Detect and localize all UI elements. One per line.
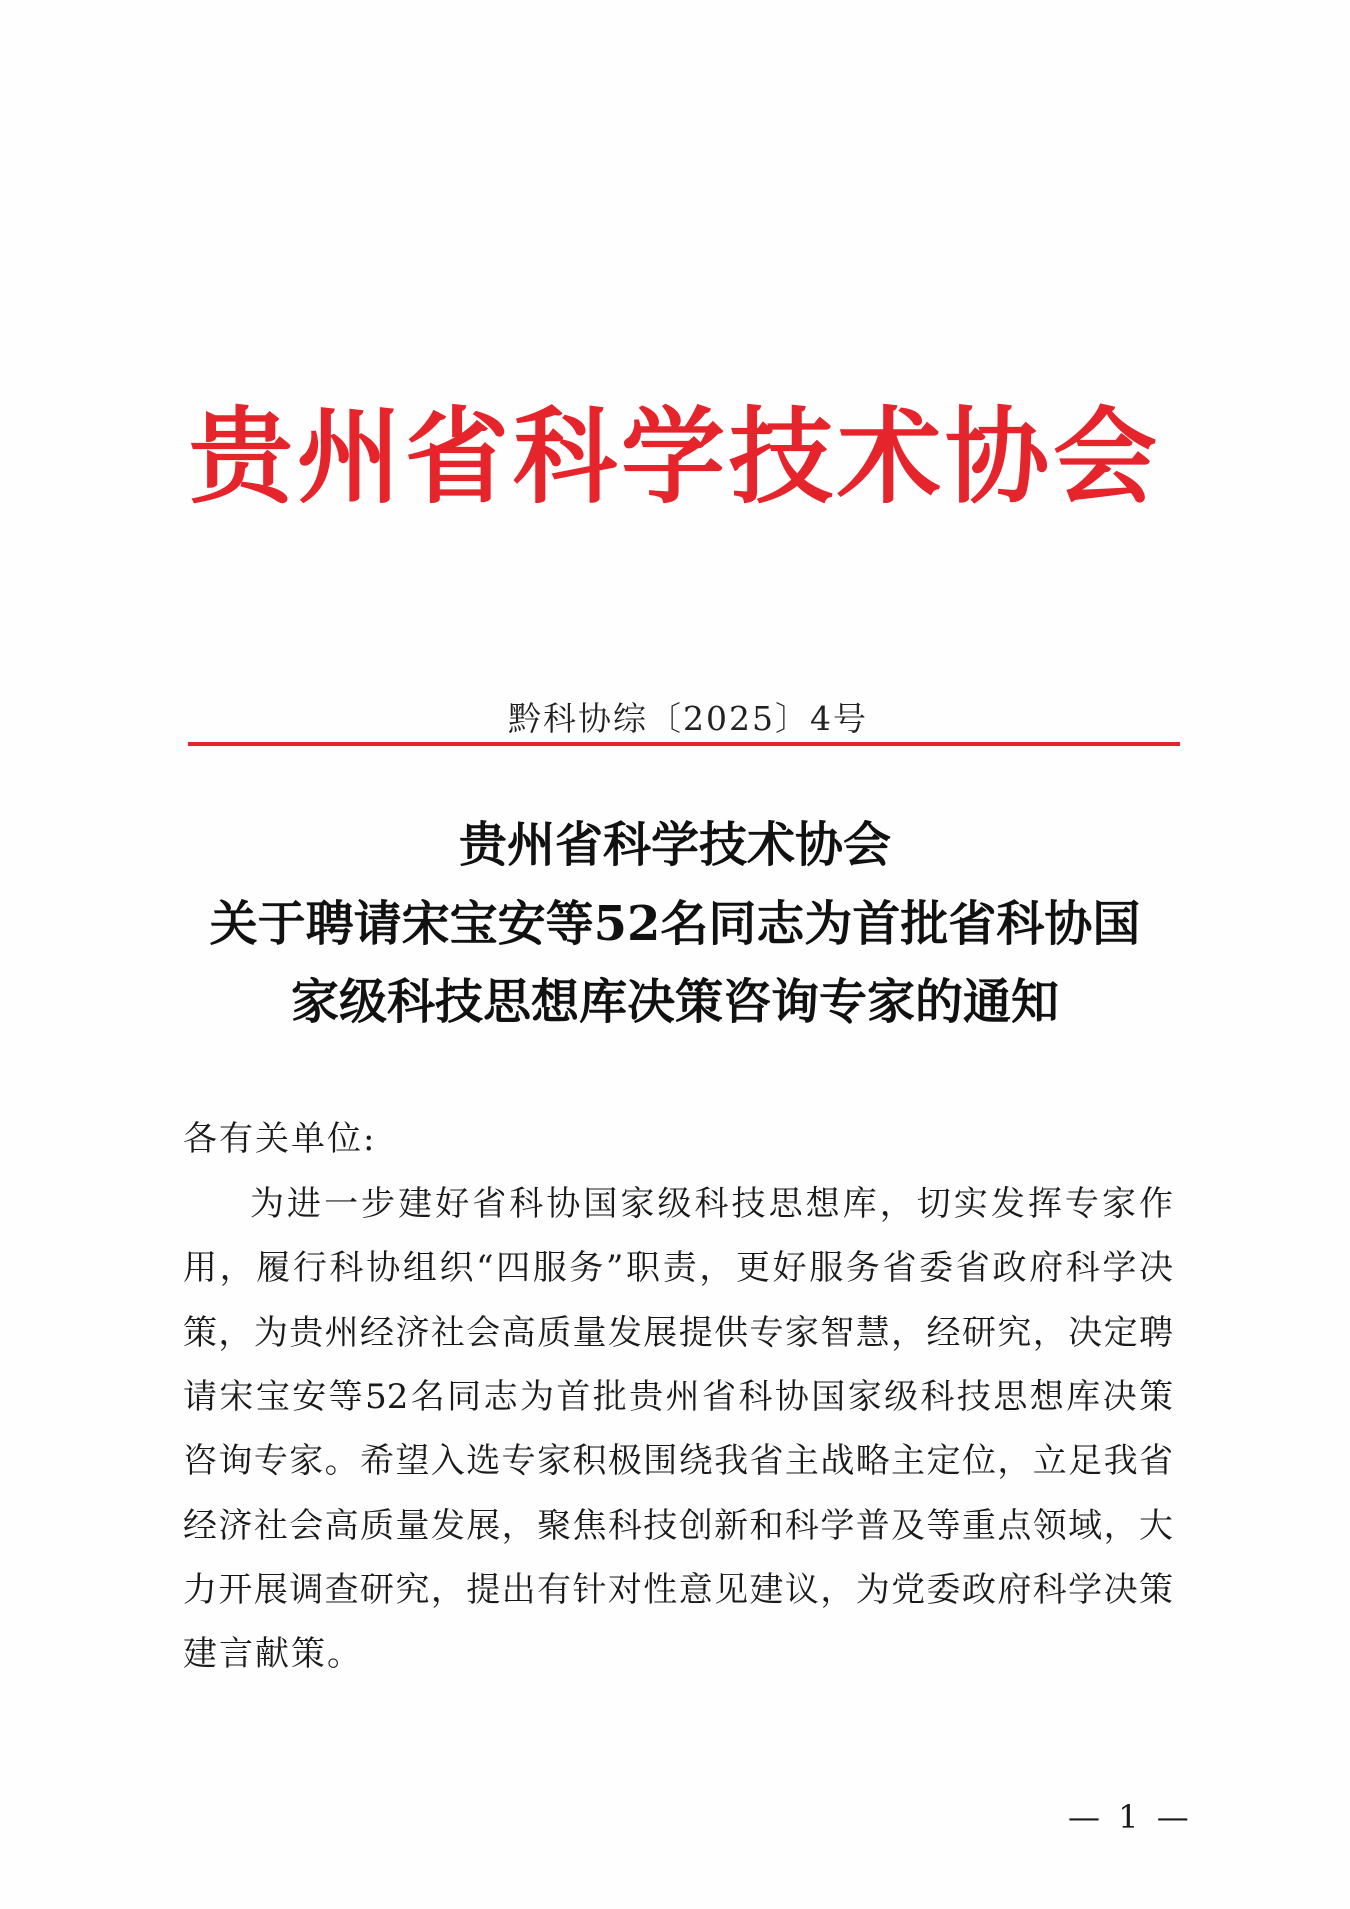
notice-title-line-2: 关于聘请宋宝安等52名同志为首批省科协国 [209, 896, 1141, 952]
page-number: — 1 — [1068, 1798, 1193, 1836]
notice-title-line-3: 家级科技思想库决策咨询专家的通知 [290, 974, 1059, 1030]
body-line-8: 建言献策。 [183, 1634, 363, 1674]
body-line-1: 为进一步建好省科协国家级科技思想库，切实发挥专家作 [250, 1184, 1173, 1224]
body-line-6: 经济社会高质量发展，聚焦科技创新和科学普及等重点领域，大 [183, 1506, 1173, 1546]
salutation: 各有关单位: [183, 1119, 377, 1159]
red-divider-line [188, 742, 1180, 746]
body-line-4: 请宋宝安等52名同志为首批贵州省科协国家级科技思想库决策 [183, 1377, 1173, 1417]
notice-title-line-1: 贵州省科学技术协会 [458, 817, 891, 873]
body-line-3: 策，为贵州经济社会高质量发展提供专家智慧，经研究，决定聘 [183, 1313, 1173, 1353]
body-line-5: 咨询专家。希望入选专家积极围绕我省主战略主定位，立足我省 [183, 1441, 1173, 1481]
letterhead-title: 贵州省科学技术协会 [188, 396, 1161, 518]
document-number: 黔科协综〔2025〕4号 [508, 699, 868, 738]
body-line-7: 力开展调查研究，提出有针对性意见建议，为党委政府科学决策 [183, 1570, 1173, 1610]
body-line-2: 用，履行科协组织“四服务”职责，更好服务省委省政府科学决 [183, 1248, 1173, 1288]
